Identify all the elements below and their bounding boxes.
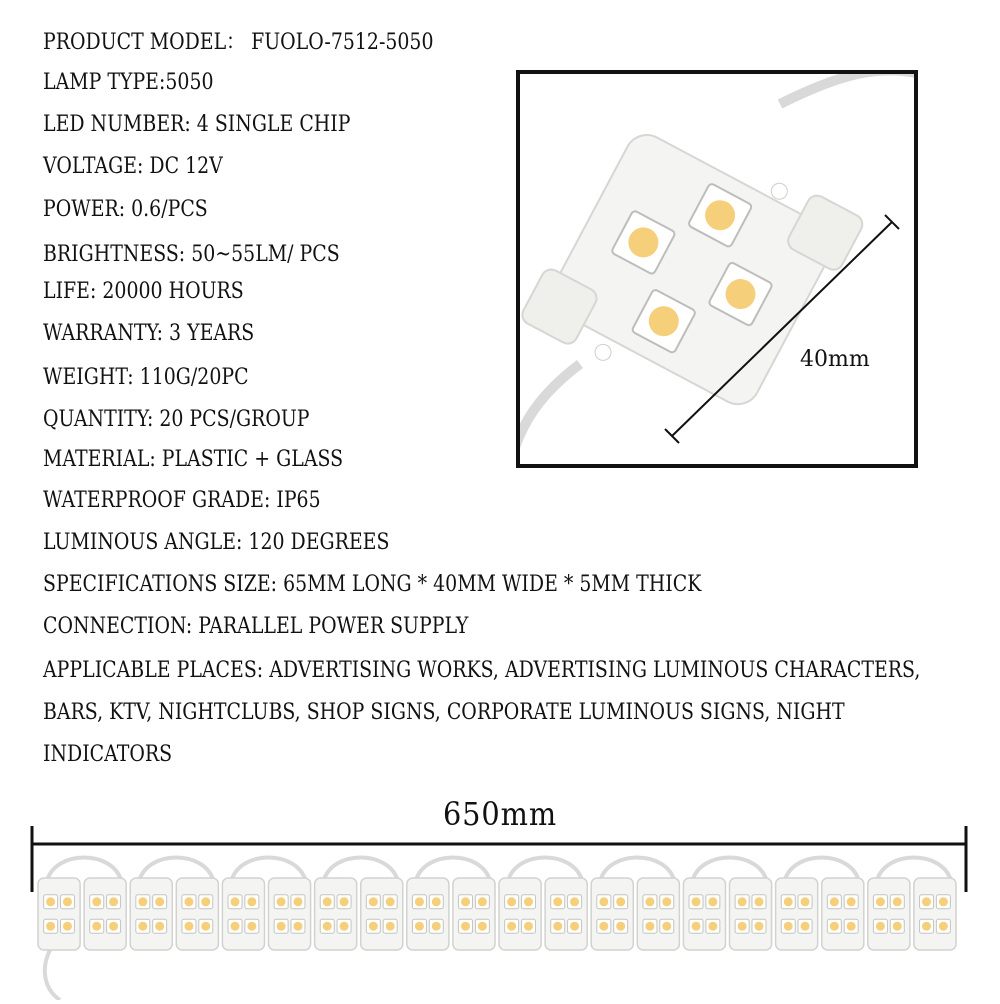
spec-material: MATERIAL: PLASTIC + GLASS <box>43 447 344 472</box>
strip-wire-tail <box>45 950 60 1000</box>
wire-bottom <box>520 364 580 464</box>
spec-lamp-type: LAMP TYPE:5050 <box>43 70 214 95</box>
strip-module <box>84 878 126 950</box>
strip-module <box>683 878 725 950</box>
strip-wire-loop <box>693 858 767 881</box>
spec-connection: CONNECTION: PARALLEL POWER SUPPLY <box>43 614 469 639</box>
strip-modules <box>38 858 956 1001</box>
strip-wire-loop <box>139 858 213 881</box>
strip-module <box>914 878 956 950</box>
spec-weight: WEIGHT: 110G/20PC <box>43 365 249 390</box>
spec-places-3: INDICATORS <box>43 742 173 767</box>
strip-wire-loop <box>47 858 121 881</box>
strip-wire-loop <box>232 858 306 881</box>
spec-voltage: VOLTAGE: DC 12V <box>43 154 223 179</box>
wire-top <box>780 74 914 104</box>
strip-length-label: 650mm <box>442 795 558 833</box>
strip-module <box>730 878 772 950</box>
module-illustration <box>520 74 914 464</box>
module-strip-photo <box>0 820 1000 1000</box>
spec-life: LIFE: 20000 HOURS <box>43 279 244 304</box>
strip-module <box>407 878 449 950</box>
strip-module <box>499 878 541 950</box>
module-body <box>544 127 841 412</box>
spec-places-1: APPLICABLE PLACES: ADVERTISING WORKS, ADVERTISING LUMINOUS CHARACTERS, <box>43 658 921 683</box>
spec-power: POWER: 0.6/PCS <box>43 197 208 222</box>
spec-size: SPECIFICATIONS SIZE: 65MM LONG * 40MM WIDE * 5MM THICK <box>43 572 702 597</box>
strip-module <box>453 878 495 950</box>
strip-module <box>130 878 172 950</box>
strip-wire-loop <box>877 858 951 881</box>
module-body-group <box>520 98 866 441</box>
strip-wire-loop <box>785 858 859 881</box>
spec-waterproof: WATERPROOF GRADE: IP65 <box>43 488 321 513</box>
strip-module <box>38 878 80 950</box>
spec-places-2: BARS, KTV, NIGHTCLUBS, SHOP SIGNS, CORPORATE LUMINOUS SIGNS, NIGHT <box>43 700 845 725</box>
strip-module <box>637 878 679 950</box>
spec-angle: LUMINOUS ANGLE: 120 DEGREES <box>43 530 390 555</box>
spec-quantity: QUANTITY: 20 PCS/GROUP <box>43 407 310 432</box>
spec-model: PRODUCT MODEL： FUOLO-7512-5050 <box>43 30 434 55</box>
strip-wire-loop <box>600 858 674 881</box>
strip-wire-loop <box>416 858 490 881</box>
strip-module <box>269 878 311 950</box>
strip-module <box>361 878 403 950</box>
module-photo <box>516 70 918 468</box>
strip-module <box>222 878 264 950</box>
strip-module <box>315 878 357 950</box>
mount-hole-bottom <box>592 342 614 364</box>
strip-wire-loop <box>508 858 582 881</box>
dimension-label-40mm: 40mm <box>800 347 870 372</box>
spec-led-number: LED NUMBER: 4 SINGLE CHIP <box>43 112 351 137</box>
spec-warranty: WARRANTY: 3 YEARS <box>43 321 255 346</box>
strip-module <box>176 878 218 950</box>
strip-wire-loop <box>324 858 398 881</box>
strip-module <box>545 878 587 950</box>
strip-module <box>868 878 910 950</box>
strip-module <box>776 878 818 950</box>
spec-brightness: BRIGHTNESS: 50~55LM/ PCS <box>43 242 340 267</box>
strip-module <box>822 878 864 950</box>
strip-module <box>591 878 633 950</box>
module-strip-illustration <box>0 820 1000 1000</box>
